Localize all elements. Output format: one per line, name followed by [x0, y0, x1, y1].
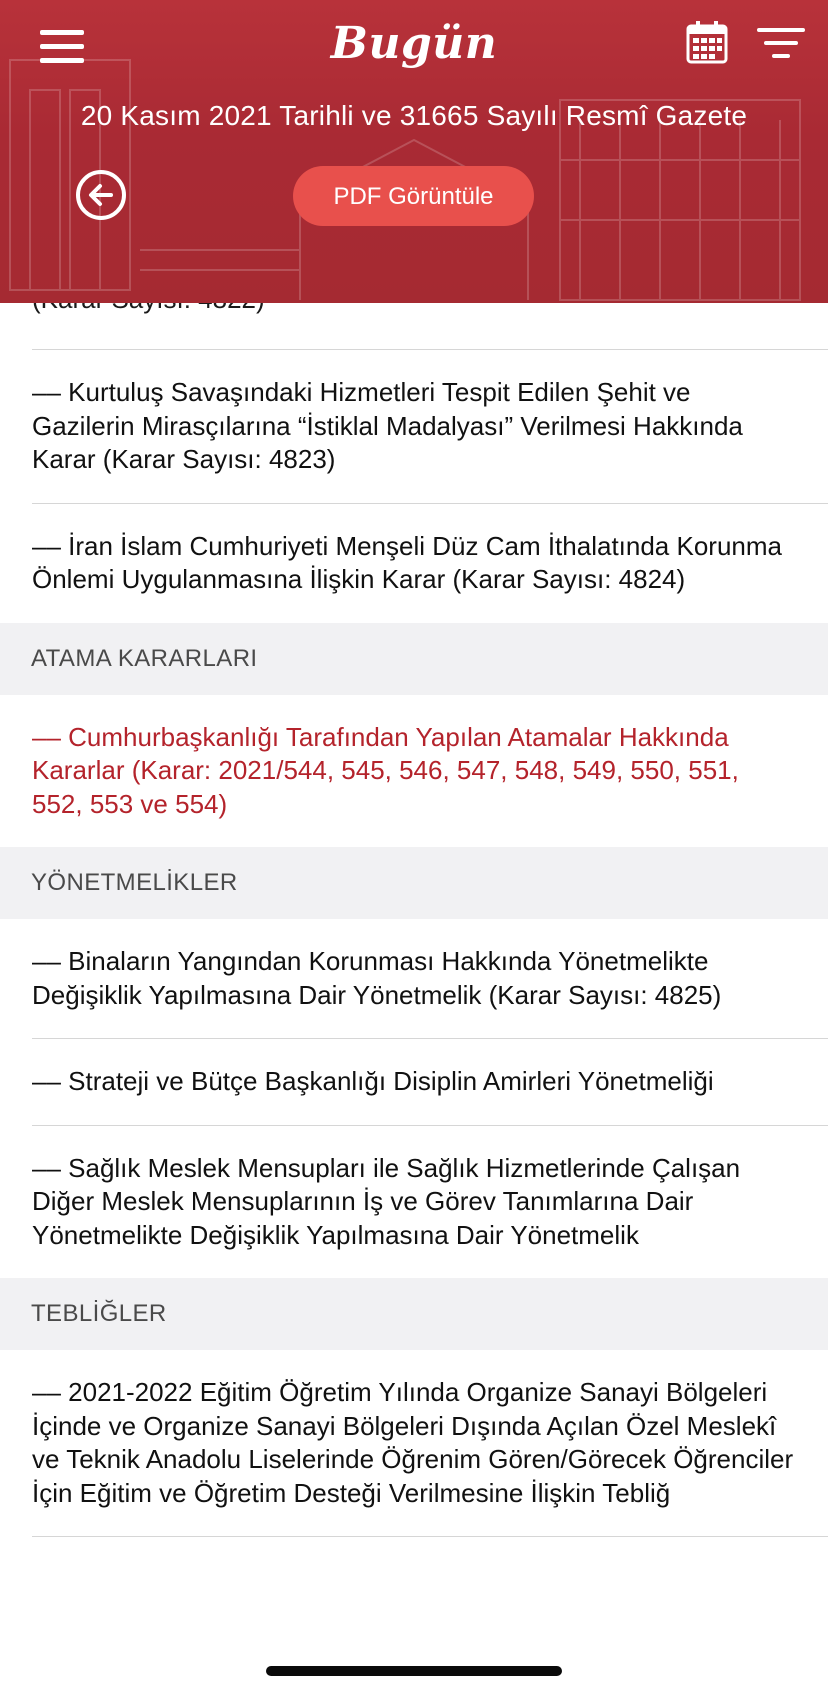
list-item[interactable]: –– İran İslam Cumhuriyeti Menşeli Düz Cam İthalatında Korunma Önlemi Uygulanmasına İlişkin Karar (Karar Sayısı: 4824) [32, 530, 782, 594]
home-indicator[interactable] [266, 1666, 562, 1676]
list-item[interactable]: –– Kurtuluş Savaşındaki Hizmetleri Tespit Edilen Şehit ve Gazilerin Mirasçılarına “İstiklal Madalyası” Verilmesi Hakkında Karar (Karar Sayısı: 4823) [32, 377, 743, 474]
list-item[interactable]: –– 2021-2022 Eğitim Öğretim Yılında Organize Sanayi Bölgeleri İçinde ve Organize Sanayi Bölgeleri Dışında Açılan Özel Meslekî ve Teknik Anadolu Liselerinde Öğrenim Gören/Görecek Öğrenciler İçin Eğitim ve Öğretim Desteği Verilmesine İlişkin Tebliğ [32, 1377, 794, 1508]
section-header-tebligler: TEBLİĞLER [0, 1278, 828, 1350]
gazette-contents-list [0, 268, 828, 1537]
pdf-view-button[interactable]: PDF Görüntüle [293, 166, 534, 226]
filter-icon[interactable] [756, 28, 806, 62]
list-item[interactable]: –– Binaların Yangından Korunması Hakkında Yönetmelikte Değişiklik Yapılmasına Dair Yönetmelik (Karar Sayısı: 4825) [32, 946, 722, 1010]
list-item-atama-kararlari[interactable]: –– Cumhurbaşkanlığı Tarafından Yapılan Atamalar Hakkında Kararlar (Karar: 2021/544, 545, 546, 547, 548, 549, 550, 551, 552, 553 ve 554) [32, 721, 739, 819]
section-header-atama-kararlari: ATAMA KARARLARI [0, 623, 828, 695]
calendar-icon[interactable] [686, 20, 728, 64]
app-header [0, 0, 828, 303]
page-title: 20 Kasım 2021 Tarihli ve 31665 Sayılı Resmî Gazete [80, 100, 748, 131]
app-logo: Bugün [330, 18, 498, 69]
back-arrow-icon[interactable] [76, 170, 126, 220]
list-item[interactable]: –– Sağlık Meslek Mensupları ile Sağlık Hizmetlerinde Çalışan Diğer Meslek Mensuplarının İş ve Görev Tanımlarına Dair Yönetmelikte Değişiklik Yapılmasına Dair Yönetmelik [32, 1152, 741, 1250]
list-item[interactable]: –– Strateji ve Bütçe Başkanlığı Disiplin Amirleri Yönetmeliği [32, 1066, 714, 1096]
section-header-yonetmelikler: YÖNETMELİKLER [0, 847, 828, 919]
divider [32, 1536, 828, 1537]
